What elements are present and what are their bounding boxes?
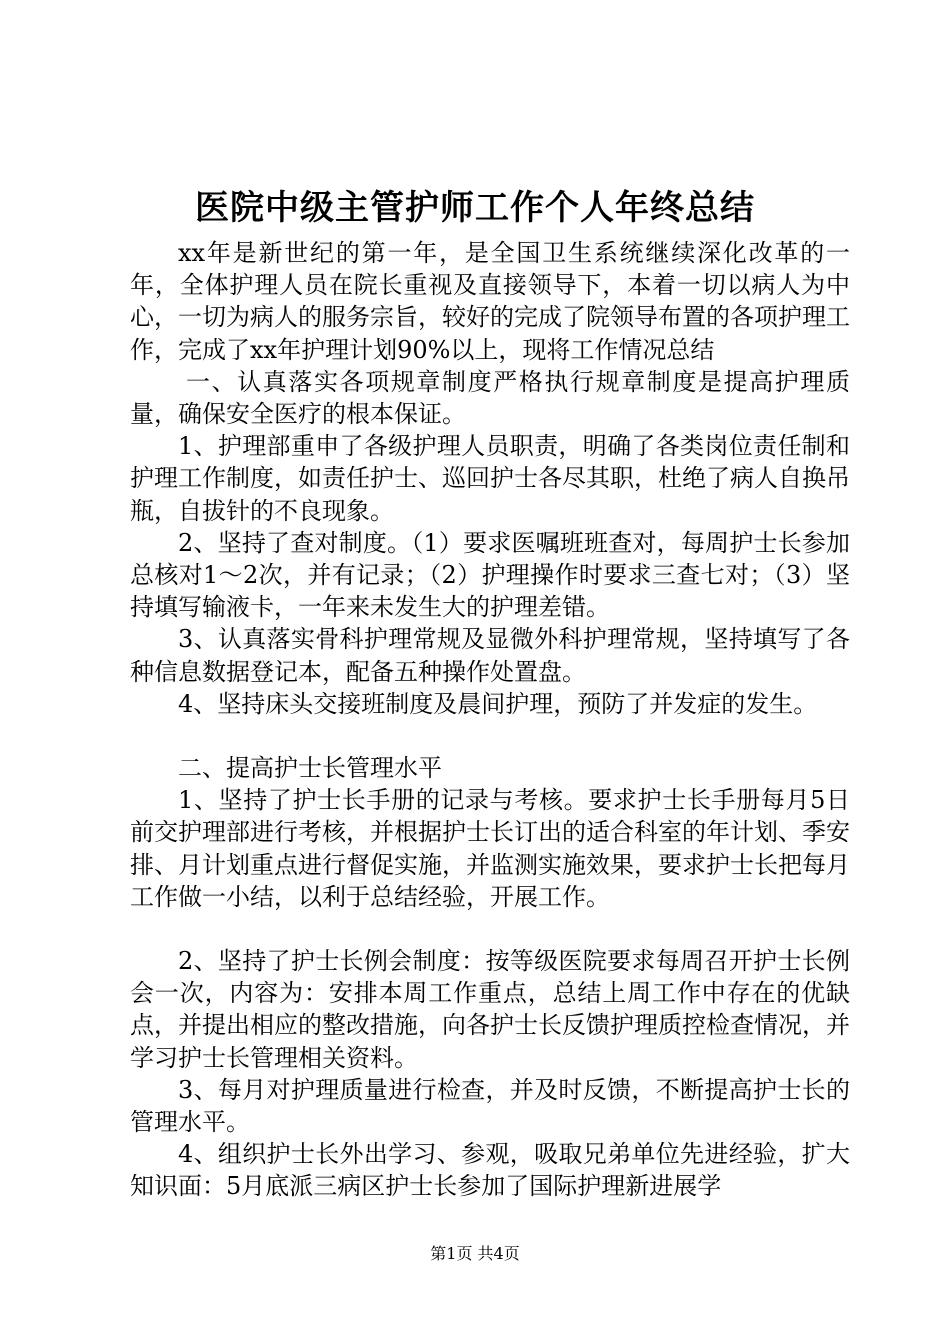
paragraph-1-4: 4、坚持床头交接班制度及晨间护理，预防了并发症的发生。: [178, 689, 818, 718]
paragraph-1-3: 3、认真落实骨科护理常规及显微外科护理常规，坚持填写了各种信息数据登记本，配备五种操作处置盘。: [130, 625, 850, 686]
paragraph-2-4: 4、组织护士长外出学习、参观，吸取兄弟单位先进经验，扩大知识面：5月底派三病区护士长参加了国际护理新进展学: [130, 1140, 850, 1201]
page-footer: 第1页 共4页: [430, 1244, 520, 1263]
paragraph-intro: xx年是新世纪的第一年，是全国卫生系统继续深化改革的一年，全体护理人员在院长重视及直接领导下，本着一切以病人为中心，一切为病人的服务宗旨，较好的完成了院领导布置的各项护理工作，完成了xx年护理计划90%以上，现将工作情况总结: [130, 239, 850, 364]
section-heading-1: 一、认真落实各项规章制度严格执行规章制度是提高护理质量，确保安全医疗的根本保证。: [130, 367, 850, 429]
spacer: [130, 913, 850, 945]
paragraph-2-1: 1、坚持了护士长手册的记录与考核。要求护士长手册每月5日前交护理部进行考核，并根据护士长订出的适合科室的年计划、季安排、月计划重点进行督促实施，并监测实施效果，要求护士长把每月工作做一小结，以利于总结经验，开展工作。: [130, 786, 850, 911]
section-heading-2: 二、提高护士长管理水平: [178, 754, 442, 783]
document-body: [130, 237, 850, 1203]
spacer: [130, 720, 850, 752]
paragraph-2-3: 3、每月对护理质量进行检查，并及时反馈，不断提高护士长的管理水平。: [130, 1075, 850, 1137]
document-title: 医院中级主管护师工作个人年终总结: [195, 188, 755, 228]
paragraph-1-2: 2、坚持了查对制度。（1）要求医嘱班班查对，每周护士长参加总核对1～2次，并有记录；（2）护理操作时要求三查七对；（3）坚持填写输液卡，一年来未发生大的护理差错。: [130, 528, 850, 622]
paragraph-1-1: 1、护理部重申了各级护理人员职责，明确了各类岗位责任制和护理工作制度，如责任护士、巡回护士各尽其职，杜绝了病人自换吊瓶，自拔针的不良现象。: [130, 432, 850, 525]
paragraph-2-2: 2、坚持了护士长例会制度：按等级医院要求每周召开护士长例会一次，内容为：安排本周工作重点，总结上周工作中存在的优缺点，并提出相应的整改措施，向各护士长反馈护理质控检查情况，并学习护士长管理相关资料。: [130, 947, 850, 1072]
